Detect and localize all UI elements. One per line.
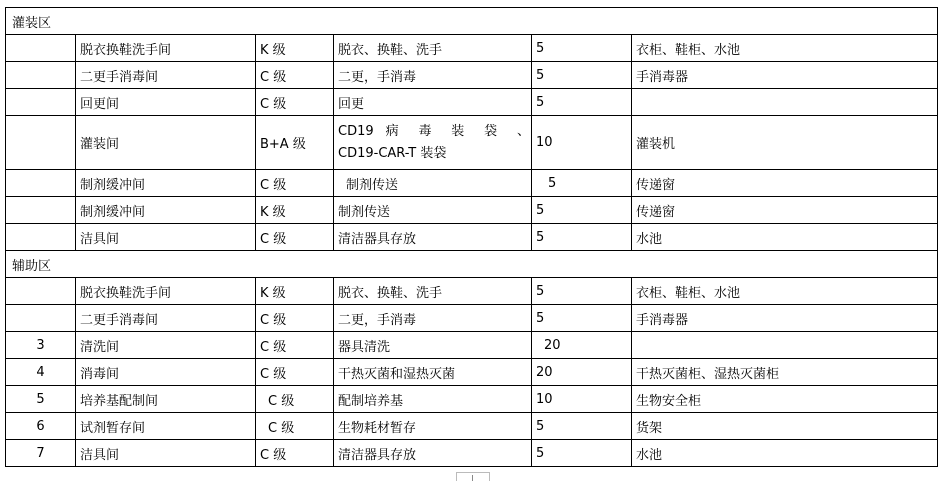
room-area: 5	[532, 197, 632, 224]
room-area: 5	[532, 62, 632, 89]
clean-grade: B+A 级	[256, 116, 334, 170]
room-area: 5	[532, 305, 632, 332]
row-number: 7	[6, 440, 76, 467]
clean-grade: C 级	[256, 62, 334, 89]
room-equipment: 货架	[632, 413, 938, 440]
row-number	[6, 116, 76, 170]
room-name: 洁具间	[76, 224, 256, 251]
room-area: 20	[532, 332, 632, 359]
room-equipment: 衣柜、鞋柜、水池	[632, 35, 938, 62]
room-area: 5	[532, 35, 632, 62]
room-equipment: 传递窗	[632, 197, 938, 224]
room-name: 清洗间	[76, 332, 256, 359]
row-number: 6	[6, 413, 76, 440]
table-row	[6, 413, 938, 440]
room-equipment: 灌装机	[632, 116, 938, 170]
room-function: 器具清洗	[334, 332, 532, 359]
row-number: 5	[6, 386, 76, 413]
room-function-line2: CD19-CAR-T 装袋	[338, 145, 447, 161]
clean-grade: C 级	[256, 386, 334, 413]
table-row	[6, 35, 938, 62]
row-number	[6, 62, 76, 89]
room-function-line1: CD19 病 毒 装 袋 、	[338, 123, 530, 139]
clean-grade: K 级	[256, 35, 334, 62]
table-row	[6, 332, 938, 359]
clean-grade: C 级	[256, 332, 334, 359]
room-name: 回更间	[76, 89, 256, 116]
table-row	[6, 89, 938, 116]
room-area: 5	[532, 413, 632, 440]
table-row	[6, 440, 938, 467]
table-row	[6, 278, 938, 305]
room-name: 脱衣换鞋洗手间	[76, 35, 256, 62]
row-number	[6, 197, 76, 224]
row-number: 4	[6, 359, 76, 386]
table-row	[6, 359, 938, 386]
room-function: 干热灭菌和湿热灭菌	[334, 359, 532, 386]
room-equipment: 衣柜、鞋柜、水池	[632, 278, 938, 305]
table-row	[6, 224, 938, 251]
room-name: 二更手消毒间	[76, 62, 256, 89]
room-name: 培养基配制间	[76, 386, 256, 413]
clean-grade: C 级	[256, 305, 334, 332]
clean-grade: C 级	[256, 224, 334, 251]
room-area: 5	[532, 440, 632, 467]
section-title: 灌装区	[6, 8, 938, 35]
room-area: 20	[532, 359, 632, 386]
clean-grade: C 级	[256, 359, 334, 386]
room-function	[334, 116, 532, 170]
table-row	[6, 116, 938, 170]
room-function: 制剂传送	[334, 170, 532, 197]
table-row	[6, 386, 938, 413]
room-function: 脱衣、换鞋、洗手	[334, 35, 532, 62]
room-equipment	[632, 332, 938, 359]
room-name: 灌装间	[76, 116, 256, 170]
room-name: 制剂缓冲间	[76, 197, 256, 224]
room-area: 10	[532, 386, 632, 413]
row-number	[6, 305, 76, 332]
room-name: 二更手消毒间	[76, 305, 256, 332]
room-function: 制剂传送	[334, 197, 532, 224]
room-equipment	[632, 89, 938, 116]
table-row	[6, 197, 938, 224]
table-row	[6, 170, 938, 197]
room-equipment: 水池	[632, 440, 938, 467]
room-name: 洁具间	[76, 440, 256, 467]
row-number	[6, 89, 76, 116]
room-function: 脱衣、换鞋、洗手	[334, 278, 532, 305]
room-area: 10	[532, 116, 632, 170]
row-number	[6, 278, 76, 305]
room-function: 清洁器具存放	[334, 224, 532, 251]
clean-grade: C 级	[256, 413, 334, 440]
room-area: 5	[532, 278, 632, 305]
room-function: 生物耗材暂存	[334, 413, 532, 440]
room-area: 5	[532, 170, 632, 197]
room-equipment: 手消毒器	[632, 305, 938, 332]
clean-grade: K 级	[256, 197, 334, 224]
room-equipment: 干热灭菌柜、湿热灭菌柜	[632, 359, 938, 386]
room-equipment: 手消毒器	[632, 62, 938, 89]
clean-grade: C 级	[256, 440, 334, 467]
room-equipment: 水池	[632, 224, 938, 251]
room-name: 消毒间	[76, 359, 256, 386]
section-header-row	[6, 8, 938, 35]
room-name: 试剂暂存间	[76, 413, 256, 440]
room-equipment: 生物安全柜	[632, 386, 938, 413]
room-function: 回更	[334, 89, 532, 116]
room-area: 5	[532, 224, 632, 251]
room-function: 二更，手消毒	[334, 305, 532, 332]
room-area: 5	[532, 89, 632, 116]
room-equipment: 传递窗	[632, 170, 938, 197]
room-name: 制剂缓冲间	[76, 170, 256, 197]
section-title: 辅助区	[6, 251, 938, 278]
room-function: 配制培养基	[334, 386, 532, 413]
row-number: 3	[6, 332, 76, 359]
row-number	[6, 170, 76, 197]
row-number	[6, 35, 76, 62]
row-number	[6, 224, 76, 251]
clean-grade: C 级	[256, 170, 334, 197]
section-header-row	[6, 251, 938, 278]
room-function: 清洁器具存放	[334, 440, 532, 467]
table-row	[6, 305, 938, 332]
clean-grade: C 级	[256, 89, 334, 116]
room-function: 二更，手消毒	[334, 62, 532, 89]
cleanroom-table	[5, 7, 938, 467]
clean-grade: K 级	[256, 278, 334, 305]
table-row	[6, 62, 938, 89]
room-name: 脱衣换鞋洗手间	[76, 278, 256, 305]
